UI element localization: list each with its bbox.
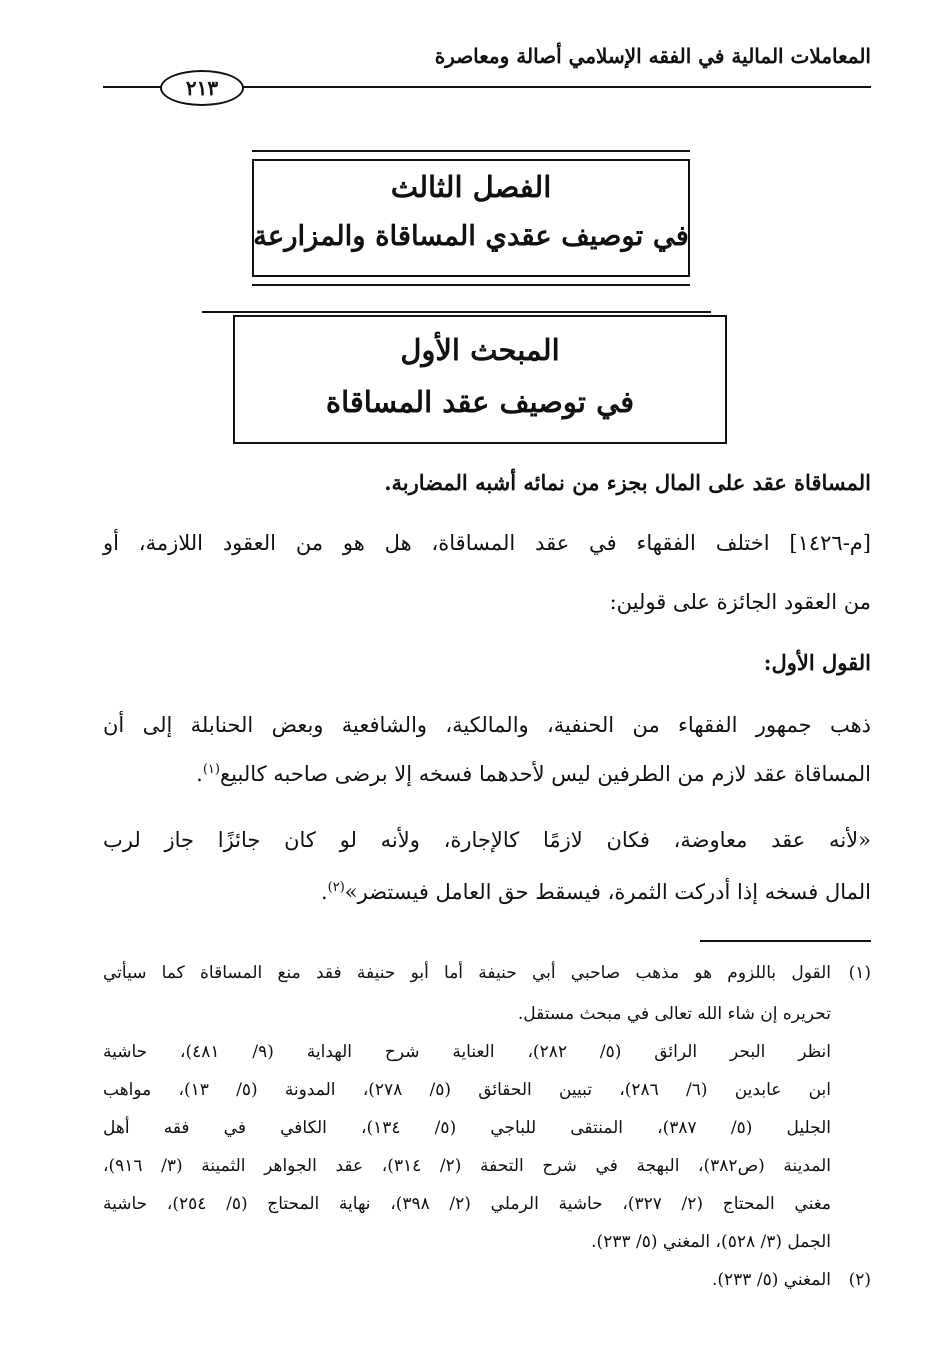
footnote-1-line-5: الجليل (٥/ ٣٨٧)، المنتقى للباجي (٥/ ١٣٤)، الكافي في فقه أهل <box>103 1118 831 1138</box>
section-top-rule <box>202 311 711 313</box>
footnote-2-text: المغني (٥/ ٢٣٣). <box>711 1270 831 1290</box>
opinion-line-2-text: المساقاة عقد لازم من الطرفين ليس لأحدهما فسخه إلا برضى صاحبه كالبيع <box>219 762 871 786</box>
chapter-subtitle: في توصيف عقدي المساقاة والمزارعة <box>253 220 689 252</box>
reason-line-2-text: المال فسخه إذا أدركت الثمرة، فيسقط حق العامل فيستضر» <box>344 880 871 904</box>
footnote-2-marker: (٢) <box>848 1270 871 1290</box>
opinion-line-1: ذهب جمهور الفقهاء من الحنفية، والمالكية، والشافعية وبعض الحنابلة إلى أن <box>103 713 871 737</box>
footnote-1-line-2: تحريره إن شاء الله تعالى في مبحث مستقل. <box>517 1004 831 1024</box>
opinion-line-2 <box>196 762 871 786</box>
opinion-line-2-end: . <box>196 762 203 786</box>
footnote-1-line-8: الجمل (٣/ ٥٢٨)، المغني (٥/ ٢٣٣). <box>591 1232 831 1252</box>
first-opinion-heading: القول الأول: <box>763 650 871 675</box>
definition-line: المساقاة عقد على المال بجزء من نمائه أشبه المضاربة. <box>384 470 871 495</box>
reason-line-1: «لأنه عقد معاوضة، فكان لازمًا كالإجارة، ولأنه لو كان جائزًا جاز لرب <box>103 828 871 852</box>
section-title-box <box>233 315 727 444</box>
footnote-separator <box>700 940 871 942</box>
reason-line-2-end: . <box>320 880 328 904</box>
footnote-1-line-6: المدينة (ص٣٨٢)، البهجة في شرح التحفة (٢/ ٣١٤)، عقد الجواهر الثمينة (٣/ ٩١٦)، <box>103 1156 831 1176</box>
footnote-1-line-4: ابن عابدين (٦/ ٢٨٦)، تبيين الحقائق (٥/ ٢٧٨)، المدونة (٥/ ١٣)، مواهب <box>103 1080 831 1100</box>
footnote-1-line-1: القول باللزوم هو مذهب صاحبي أبي حنيفة أما أبو حنيفة فقد منع المساقاة كما سيأتي <box>103 963 831 983</box>
section-subtitle: في توصيف عقد المساقاة <box>325 385 635 419</box>
footnote-1-line-3: انظر البحر الرائق (٥/ ٢٨٢)، العناية شرح الهداية (٩/ ٤٨١)، حاشية <box>103 1042 831 1062</box>
chapter-heading: الفصل الثالث <box>390 170 552 204</box>
chapter-box-top-rule <box>252 150 690 152</box>
footnote-ref-2: (٢) <box>327 880 345 895</box>
issue-line-1: [م-١٤٢٦] اختلف الفقهاء في عقد المساقاة، هل هو من العقود اللازمة، أو <box>103 531 871 555</box>
section-heading: المبحث الأول <box>400 333 560 367</box>
page-number: ٢١٣ <box>160 70 244 106</box>
footnote-ref-1: (١) <box>202 762 220 777</box>
chapter-box-bottom-rule <box>252 284 690 286</box>
footnote-1-line-7: مغني المحتاج (٢/ ٣٢٧)، حاشية الرملي (٢/ ٣٩٨)، نهاية المحتاج (٥/ ٢٥٤)، حاشية <box>103 1194 832 1214</box>
footnote-1-marker: (١) <box>848 963 871 983</box>
chapter-title-box <box>252 150 690 286</box>
running-title: المعاملات المالية في الفقه الإسلامي أصالة ومعاصرة <box>434 44 871 68</box>
issue-line-2: من العقود الجائزة على قولين: <box>609 590 871 614</box>
reason-line-2 <box>321 880 871 904</box>
